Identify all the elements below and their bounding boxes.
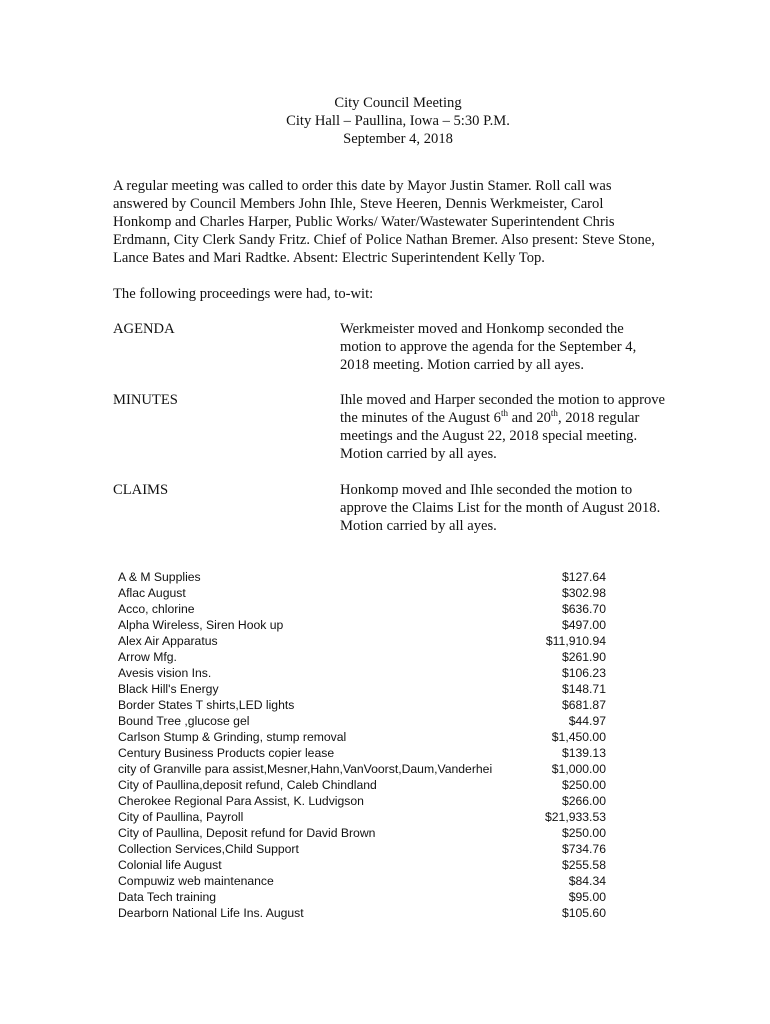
claim-row [118, 601, 606, 617]
claim-vendor: Black Hill's Energy [118, 682, 219, 696]
claim-amount: $261.90 [561, 650, 606, 664]
claim-vendor: city of Granville para assist,Mesner,Hahn,VanVoorst,Daum,Vanderhei [118, 762, 493, 776]
claim-row [118, 793, 606, 809]
claims-line: Honkomp moved and Ihle seconded the motion to [340, 482, 633, 498]
meeting-date: September 4, 2018 [343, 131, 453, 147]
claim-vendor: Acco, chlorine [118, 602, 195, 616]
claim-vendor: Avesis vision Ins. [118, 666, 212, 680]
claim-vendor: Compuwiz web maintenance [118, 874, 274, 888]
claim-vendor: City of Paullina, Payroll [118, 810, 244, 824]
claim-row [118, 889, 606, 905]
claim-amount: $266.00 [561, 794, 606, 808]
claim-row [118, 681, 606, 697]
claim-row [118, 665, 606, 681]
claims-list [118, 569, 606, 921]
claim-vendor: Alpha Wireless, Siren Hook up [118, 618, 284, 632]
claims-text [340, 481, 685, 535]
claim-amount: $734.76 [561, 842, 606, 856]
claim-amount: $11,910.94 [545, 634, 606, 648]
intro-line: Lance Bates and Mari Radtke. Absent: Electric Superintendent Kelly Top. [113, 250, 545, 266]
claims-label: CLAIMS [113, 482, 169, 498]
claim-amount: $127.64 [561, 570, 606, 584]
claim-row [118, 905, 606, 921]
ordinal-suffix: th [500, 408, 508, 419]
minutes-text-segment: the minutes of the August 6 [340, 410, 501, 426]
claim-vendor: Data Tech training [118, 890, 217, 904]
intro-paragraph [113, 177, 683, 267]
minutes-line [340, 409, 685, 427]
claim-row [118, 809, 606, 825]
minutes-line: meetings and the August 22, 2018 special meeting. [340, 428, 638, 444]
claim-row [118, 633, 606, 649]
ordinal-suffix: th [550, 408, 558, 419]
claim-amount: $139.13 [561, 746, 606, 760]
agenda-label: AGENDA [113, 321, 175, 337]
claim-amount: $148.71 [561, 682, 606, 696]
claim-row [118, 761, 606, 777]
claim-amount: $636.70 [561, 602, 606, 616]
claim-row [118, 825, 606, 841]
claims-line: approve the Claims List for the month of August 2018. [340, 500, 661, 516]
intro-line: A regular meeting was called to order this date by Mayor Justin Stamer. Roll call was [113, 178, 612, 194]
claim-amount: $255.58 [561, 858, 606, 872]
claim-row [118, 873, 606, 889]
claim-vendor: Collection Services,Child Support [118, 842, 299, 856]
minutes-label: MINUTES [113, 392, 178, 408]
claim-row [118, 729, 606, 745]
claim-vendor: Carlson Stump & Grinding, stump removal [118, 730, 347, 744]
agenda-line: Werkmeister moved and Honkomp seconded the [340, 321, 624, 337]
intro-line: Honkomp and Charles Harper, Public Works/ Water/Wastewater Superintendent Chris [113, 214, 615, 230]
claim-vendor: City of Paullina, Deposit refund for David Brown [118, 826, 376, 840]
meeting-header [0, 94, 770, 148]
intro-line: Erdmann, City Clerk Sandy Fritz. Chief of Police Nathan Bremer. Also present: Steve Stone, [113, 232, 655, 248]
claims-line: Motion carried by all ayes. [340, 518, 497, 534]
claim-vendor: Arrow Mfg. [118, 650, 177, 664]
claim-amount: $1,000.00 [551, 762, 606, 776]
claim-amount: $302.98 [561, 586, 606, 600]
minutes-text-segment: , 2018 regular [557, 410, 640, 426]
claim-row [118, 745, 606, 761]
claim-row [118, 713, 606, 729]
claim-vendor: Cherokee Regional Para Assist, K. Ludvigson [118, 794, 364, 808]
agenda-line: 2018 meeting. Motion carried by all ayes. [340, 357, 584, 373]
meeting-title: City Council Meeting [334, 95, 462, 111]
minutes-line: Ihle moved and Harper seconded the motion to approve [340, 392, 666, 408]
agenda-text [340, 320, 685, 374]
claim-amount: $44.97 [568, 714, 606, 728]
claim-row [118, 649, 606, 665]
claim-vendor: Colonial life August [118, 858, 222, 872]
claim-vendor: Dearborn National Life Ins. August [118, 906, 304, 920]
proceedings-statement: The following proceedings were had, to-wit: [113, 286, 374, 302]
claim-row [118, 857, 606, 873]
claim-amount: $21,933.53 [545, 810, 606, 824]
meeting-location: City Hall – Paullina, Iowa – 5:30 P.M. [286, 113, 510, 129]
claim-vendor: City of Paullina,deposit refund, Caleb Chindland [118, 778, 377, 792]
minutes-text [340, 391, 685, 463]
claim-vendor: Border States T shirts,LED lights [118, 698, 295, 712]
claim-row [118, 569, 606, 585]
claim-amount: $250.00 [561, 778, 606, 792]
claim-amount: $1,450.00 [551, 730, 606, 744]
intro-line: answered by Council Members John Ihle, Steve Heeren, Dennis Werkmeister, Carol [113, 196, 604, 212]
claim-vendor: Bound Tree ,glucose gel [118, 714, 250, 728]
claim-amount: $95.00 [568, 890, 606, 904]
claim-amount: $681.87 [561, 698, 606, 712]
claim-vendor: Alex Air Apparatus [118, 634, 218, 648]
claim-amount: $105.60 [561, 906, 606, 920]
claim-vendor: A & M Supplies [118, 570, 201, 584]
claim-amount: $250.00 [561, 826, 606, 840]
claim-amount: $84.34 [568, 874, 606, 888]
minutes-text-segment: and 20 [507, 410, 551, 426]
claim-row [118, 617, 606, 633]
agenda-line: motion to approve the agenda for the September 4, [340, 339, 637, 355]
claim-amount: $106.23 [561, 666, 606, 680]
claim-vendor: Aflac August [118, 586, 186, 600]
claim-row [118, 841, 606, 857]
claim-row [118, 585, 606, 601]
claim-row [118, 777, 606, 793]
claim-amount: $497.00 [561, 618, 606, 632]
claim-vendor: Century Business Products copier lease [118, 746, 335, 760]
claim-row [118, 697, 606, 713]
minutes-line: Motion carried by all ayes. [340, 446, 497, 462]
